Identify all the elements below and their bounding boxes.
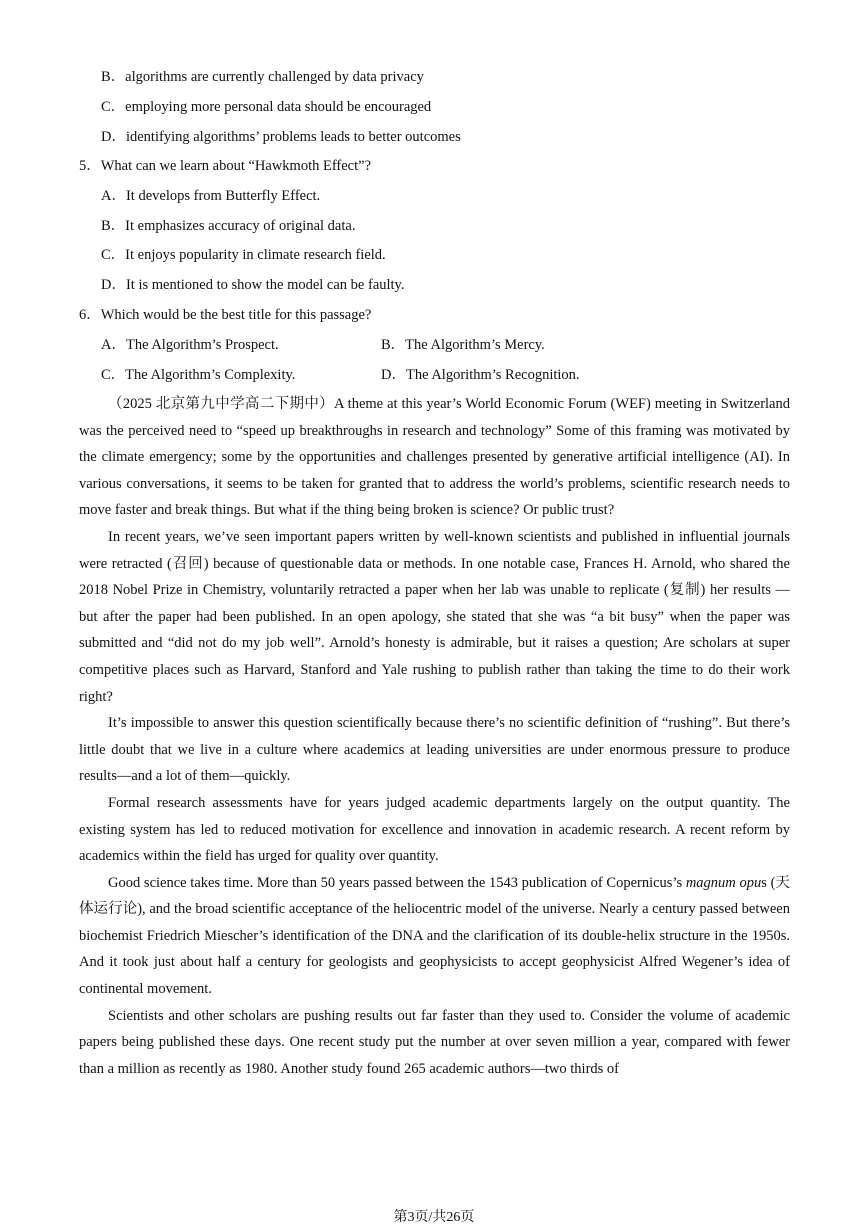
q6-option-b: B．The Algorithm’s Mercy. xyxy=(381,337,545,353)
q5-option-a: A．It develops from Butterfly Effect. xyxy=(101,188,321,204)
q5-option-b: B．It emphasizes accuracy of original data. xyxy=(101,218,356,234)
q6-stem: 6．Which would be the best title for this passage? xyxy=(79,307,372,323)
q4-option-d: D．identifying algorithms’ problems leads to better outcomes xyxy=(101,129,461,145)
reading-passage xyxy=(79,391,790,1082)
passage-paragraph-4: Formal research assessments have for years judged academic departments largely on the output quantity. The existing system has led to reduced motivation for excellence and innovation in academic research. A recent reform by academics within the field has urged for quality over quantity. xyxy=(79,794,790,865)
magnum-opus-italic: magnum opu xyxy=(685,874,762,891)
passage-paragraph-6: Scientists and other scholars are pushing results out far faster than they used to. Consider the volume of academic papers being published these days. One recent study put the number at over seven million a year, compared with fewer than a million as recently as 1980. Another study found 265 academic authors—two thirds of xyxy=(79,1007,790,1077)
passage-paragraph-5 xyxy=(79,870,790,1003)
q5-stem: 5．What can we learn about “Hawkmoth Effect”? xyxy=(79,158,372,174)
q6-option-a: A．The Algorithm’s Prospect. xyxy=(101,337,279,353)
q4-option-c: C．employing more personal data should be encouraged xyxy=(101,99,432,115)
q5-option-d: D．It is mentioned to show the model can be faulty. xyxy=(101,277,405,293)
q6-options-row-1 xyxy=(101,336,801,354)
q6-options-row-2 xyxy=(101,366,801,384)
q6-option-c: C．The Algorithm’s Complexity. xyxy=(101,367,296,383)
paragraph-5-text-end: s (天体运行论), and the broad scientific acceptance of the heliocentric model of the universe. Nearly a century passed between biochemist Friedrich Miescher’s identification of the DNA and the clarification of its double-helix structure in the 1950s. And it took just about half a century for geologists and geophysicists to accept geophysicist Alfred Wegener’s idea of continental movement. xyxy=(79,874,790,998)
q4-option-b: B．algorithms are currently challenged by data privacy xyxy=(101,69,424,85)
q6-option-d: D．The Algorithm’s Recognition. xyxy=(381,367,580,383)
passage-paragraph-1: （2025 北京第九中学高二下期中）A theme at this year’s World Economic Forum (WEF) meeting in Switzerland was the perceived need to “speed up breakthroughs in research and technology” Some of this framing was motivated by the climate emergency; some by the opportunities and challenges presented by generative artificial intelligence (AI). In various conversations, it seems to be taken for granted that to address the world’s problems, scientific research needs to move faster and break things. But what if the thing being broken is science? Or public trust? xyxy=(79,396,790,519)
paragraph-5-text-start: Good science takes time. More than 50 years passed between the 1543 publication of Copernicus’s xyxy=(108,874,686,891)
q5-option-c: C．It enjoys popularity in climate research field. xyxy=(101,247,386,263)
passage-paragraph-3: It’s impossible to answer this question scientifically because there’s no scientific definition of “rushing”. But there’s little doubt that we live in a culture where academics at leading universities are under enormous pressure to produce results—and a lot of them—quickly. xyxy=(79,715,790,785)
passage-paragraph-2: In recent years, we’ve seen important papers written by well-known scientists and published in influential journals were retracted (召回) because of questionable data or methods. In one notable case, Frances H. Arnold, who shared the 2018 Nobel Prize in Chemistry, voluntarily retracted a paper when her lab was unable to replicate (复制) her results — but after the paper had been published. In an open apology, she stated that she was “a bit busy” when the paper was submitted and “did not do my job well”. Arnold’s honesty is admirable, but it raises a question; Are scholars at super competitive places such as Harvard, Stanford and Yale rushing to publish rather than taking the time to do their work right? xyxy=(79,528,790,705)
page-footer: 第3页/共26页 xyxy=(393,1210,475,1225)
